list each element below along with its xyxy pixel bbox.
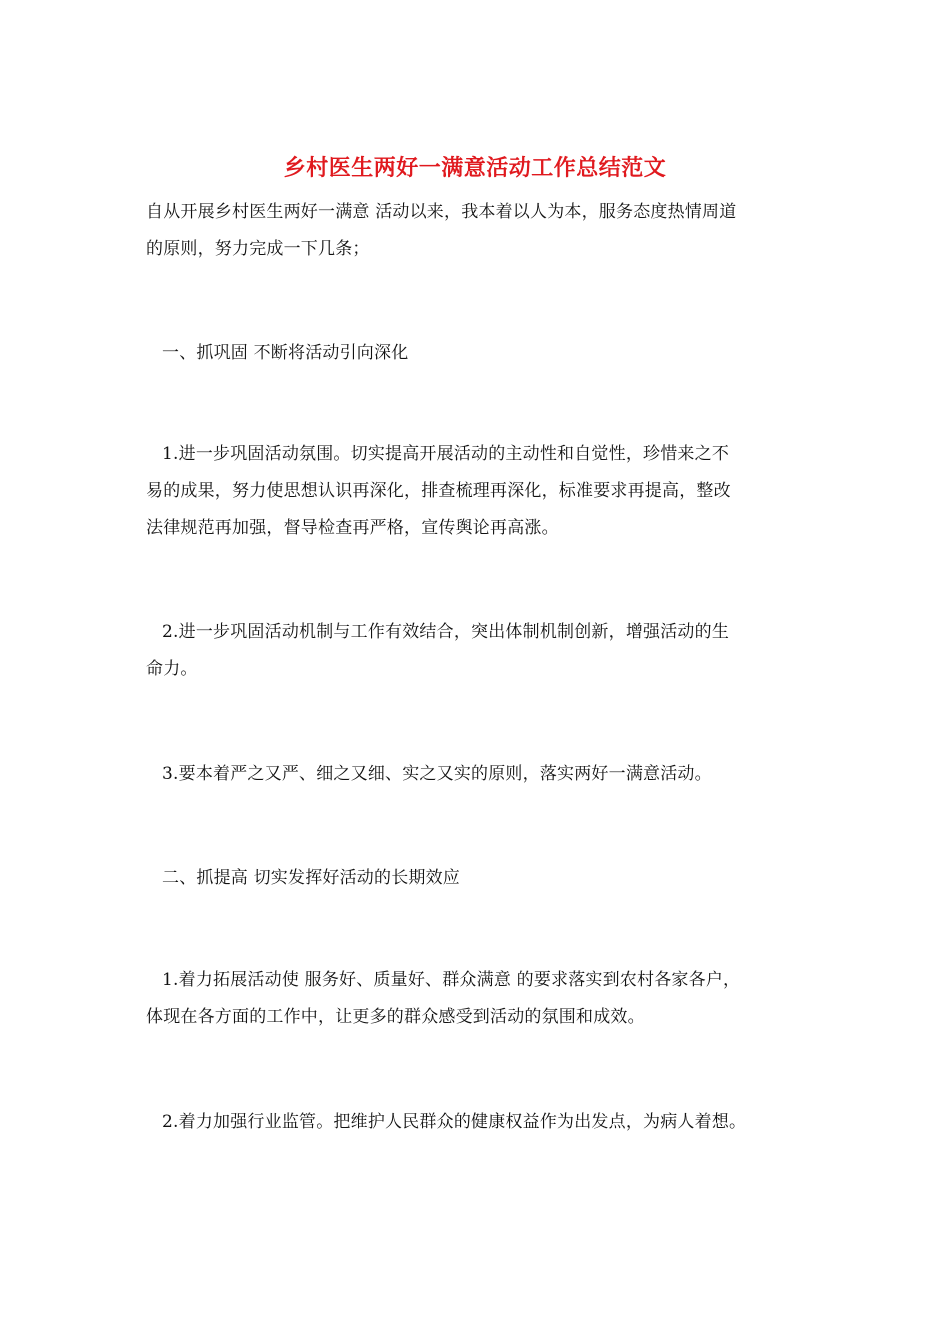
intro-paragraph xyxy=(146,194,808,268)
item-line: 2.着力加强行业监管。把维护人民群众的健康权益作为出发点，为病人着想。 xyxy=(162,1112,747,1132)
item-line: 1.进一步巩固活动氛围。切实提高开展活动的主动性和自觉性，珍惜来之不 xyxy=(162,444,730,464)
item-line: 3.要本着严之又严、细之又细、实之又实的原则，落实两好一满意活动。 xyxy=(162,764,712,784)
section-item xyxy=(146,436,808,547)
intro-line: 的原则，努力完成一下几条； xyxy=(146,239,370,259)
item-line: 法律规范再加强，督导检查再严格，宣传舆论再高涨。 xyxy=(146,518,559,538)
document-title: 乡村医生两好一满意活动工作总结范文 xyxy=(283,155,667,181)
item-line: 2.进一步巩固活动机制与工作有效结合，突出体制机制创新，增强活动的生 xyxy=(162,622,730,642)
item-line: 易的成果，努力使思想认识再深化，排查梳理再深化，标准要求再提高，整改 xyxy=(146,481,731,501)
section-item xyxy=(146,1104,808,1141)
section-heading: 二、抓提高 切实发挥好活动的长期效应 xyxy=(162,868,461,888)
section-item xyxy=(146,614,808,688)
intro-line: 自从开展乡村医生两好一满意 活动以来，我本着以人为本，服务态度热情周道 xyxy=(146,202,737,222)
item-line: 1.着力拓展活动使 服务好、质量好、群众满意 的要求落实到农村各家各户， xyxy=(162,970,741,990)
section-heading: 一、抓巩固 不断将活动引向深化 xyxy=(162,343,409,363)
section-item xyxy=(146,962,808,1036)
item-line: 命力。 xyxy=(146,659,198,679)
section-item xyxy=(146,756,808,793)
item-line: 体现在各方面的工作中，让更多的群众感受到活动的氛围和成效。 xyxy=(146,1007,645,1027)
